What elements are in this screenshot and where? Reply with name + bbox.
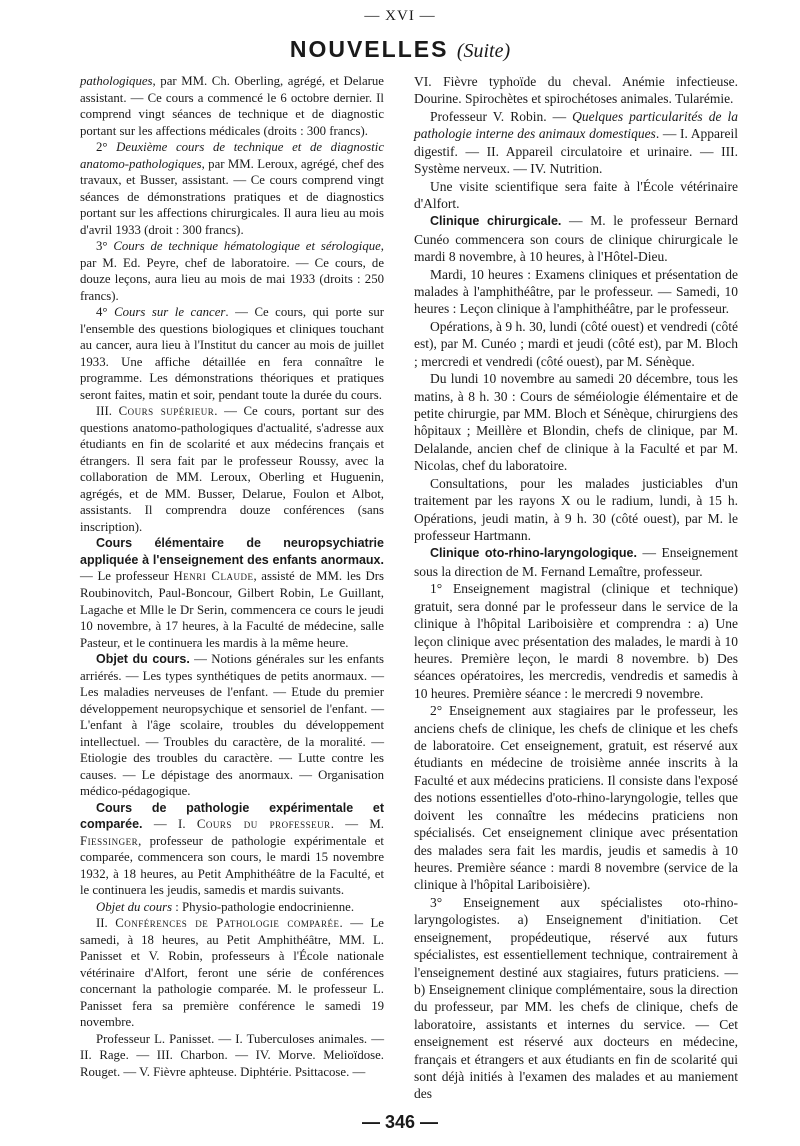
paragraph xyxy=(414,544,738,580)
section-title-main: NOUVELLES xyxy=(289,36,449,62)
paragraph-text: , par M. Ed. Peyre, chef de laboratoire. — Ce cours, de douze leçons, aura lieu au mois de mai 1933 (droits : 250 francs). xyxy=(80,239,384,303)
paragraph xyxy=(80,304,384,403)
paragraph xyxy=(414,894,738,1103)
paragraph xyxy=(414,266,738,318)
paragraph-text: 3° xyxy=(96,239,114,254)
paragraph xyxy=(414,73,738,108)
right-column xyxy=(414,73,738,1103)
paragraph-text: Une visite scientifique sera faite à l'École vétérinaire d'Alfort. xyxy=(414,178,738,211)
paragraph xyxy=(80,899,384,916)
paragraph-text: . — M. xyxy=(330,817,384,832)
paragraph xyxy=(80,73,384,139)
paragraph xyxy=(414,702,738,894)
paragraph-text: pathologiques xyxy=(80,74,153,88)
paragraph xyxy=(80,139,384,238)
paragraph-text: Objet du cours xyxy=(96,899,173,914)
paragraph-text: II. xyxy=(96,916,116,931)
left-column xyxy=(80,73,384,1080)
paragraph-text: , par MM. Ch. Oberling, agrégé, et Delarue assistant. — Ce cours a commencé le 6 octobre dernier. Il comprend vingt séances de technique et de diagnostic portant sur les affections médicales (droits : 300 francs). xyxy=(80,74,384,138)
paragraph-text: . — I. Appareil digestif. — II. Appareil circulatoire et urinaire. — III. Système nerveux. — IV. Nutrition. xyxy=(414,126,738,177)
paragraph-text: Quelques particularités de la pathologie interne des animaux domestiques xyxy=(414,108,738,142)
paragraph-text: . — Ce cours, qui porte sur l'ensemble des questions biologiques et cliniques touchant au cancer, aura lieu à l'Institut du cancer au mois de juillet 1933. Une affiche détaillée en fera connaître le programme. Les démonstrations théoriques et pratiques seront faites, matin et soir, pendant toute la durée du cours. xyxy=(80,305,384,402)
paragraph-text: — Le professeur xyxy=(80,569,174,584)
page-number: — 346 — xyxy=(361,1112,439,1132)
paragraph xyxy=(80,1031,384,1081)
paragraph-text: Mardi, 10 heures : Examens cliniques et présentation de malades à l'amphithéâtre, par le professeur. — Samedi, 10 heures : Leçon clinique à l'amphithéâtre, par le professeur. xyxy=(414,266,738,317)
paragraph-text: Cours supérieur xyxy=(118,404,215,419)
paragraph-text: Deuxième cours de technique et de diagnostic anatomo-pathologiques xyxy=(80,140,384,171)
paragraph-text: Cours sur le cancer xyxy=(114,305,226,320)
paragraph-heading: Cours de pathologie expérimentale et comparée. xyxy=(80,800,384,832)
paragraph-text: Professeur V. Robin. — xyxy=(430,108,573,124)
paragraph-text: Du lundi 10 novembre au samedi 20 décembre, tous les matins, à 8 h. 30 : Cours de séméiologie élémentaire et de petite chirurgie, par MM. Bloch et Sénèque, chirurgiens des hôpitaux ; Meillère et Blondin, chefs de clinique, par M. Delalande, ancien chef de clinique à la Faculté et par M. Nicolas, chef du laboratoire. xyxy=(414,371,738,474)
paragraph-heading: Objet du cours. xyxy=(96,652,190,667)
paragraph-text: 2° Enseignement aux stagiaires par le professeur, les anciens chefs de clinique, les chefs de clinique et les chefs de laboratoire. Cet enseignement, gratuit, est réservé aux étudiants en médecine de troisième année inscrits à la Faculté et aux médecins praticiens. Il consiste dans l'exposé des notions essentielles d'oto-rhino-laryngologie, telles que doivent les connaître les médecins praticiens non spécialisés. Cet enseignement clinique avec présentation des malades sera fait les mardis, jeudis et samedis à 10 heures. Première séance : mardi 8 novembre (service de la clinique à l'hôpital Lariboisière). xyxy=(414,703,738,893)
paragraph-text: : Physio-pathologie endocrinienne. xyxy=(172,899,355,914)
roman-page-number: — XVI — xyxy=(364,8,436,24)
paragraph-text: Opérations, à 9 h. 30, lundi (côté ouest) et vendredi (côté est), par M. Cunéo ; mardi et jeudi (côté est), par M. Bloch ; mercredi et vendredi (côté ouest), par M. Sénèque. xyxy=(414,318,738,369)
paragraph-text: III. xyxy=(96,404,119,419)
paragraph-text: Conférences de Pathologie comparée xyxy=(115,916,340,931)
paragraph xyxy=(80,403,384,535)
paragraph xyxy=(80,915,384,1031)
paragraph xyxy=(414,475,738,545)
paragraph-text: Consultations, pour les malades justiciables d'un traitement par les rayons X ou le radium, lundi, à 15 h. Opérations, jeudi matin, à 9 h. 30 (côté ouest), par M. le professeur Hartmann. xyxy=(414,475,738,543)
paragraph xyxy=(414,108,738,178)
paragraph xyxy=(414,580,738,702)
paragraph-text: 4° xyxy=(96,305,115,320)
paragraph xyxy=(414,212,738,265)
paragraph xyxy=(80,535,384,651)
paragraph-text: VI. Fièvre typhoïde du cheval. Anémie infectieuse. Dourine. Spirochètes et spirochétoses animales. Tularémie. xyxy=(414,74,738,107)
paragraph-heading: Cours élémentaire de neuropsychiatrie appliquée à l'enseignement des enfants anormaux. xyxy=(80,536,384,567)
paragraph-text: 1° Enseignement magistral (clinique et technique) gratuit, sera donné par le professeur dans le service de la clinique à l'hôpital Lariboisière et comprendra : a) Une leçon clinique avec présentation des malades, le mardi à 10 heures. Première leçon, le mardi 8 novembre. b) Des séances opératoires, les mercredis, vendredis et samedis à 10 heures. Première séance : le mercredi 9 novembre. xyxy=(414,581,738,701)
section-title xyxy=(0,36,800,63)
paragraph-text: . — Ce cours, portant sur des questions anatomo-pathologiques d'actualité, s'adresse aux étudiants en fin de scolarité et aux médecins français et étrangers. Il sera fait par le professeur Roussy, avec la collaboration de MM. Leroux, Oberling et Huguenin, agrégés, et de MM. Busser, Delarue, Foulon et Albot, assistants. Il comprendra douze conférences (sans inscription). xyxy=(80,404,384,534)
paragraph-text: Fiessinger xyxy=(80,833,139,848)
paragraph xyxy=(414,178,738,213)
paragraph xyxy=(414,370,738,475)
paragraph xyxy=(80,651,384,800)
paragraph-text: Professeur L. Panisset. — I. Tuberculoses animales. — II. Rage. — III. Charbon. — IV. Morve. Melioïdose. Rouget. — V. Fièvre aphteuse. Diphtérie. Psittacose. — xyxy=(80,1031,384,1079)
paragraph-text: 3° Enseignement aux spécialistes oto-rhino-laryngologistes. a) Enseignement d'initiation. Cet enseignement, propédeutique, réservé aux futurs spécialistes, est essentiellement technique, contrairement à l'enseignement destiné aux stagiaires, futurs praticiens. — b) Enseignement clinique complémentaire, sous la direction du professeur, par MM. les chefs de clinique, chefs de laboratoire, assistants et internes du service. — Cet enseignement est réservé aux docteurs en médecine, français et étrangers et aux étudiants en fin de scolarité qui sont déjà initiés à l'examen des malades et au maniement des xyxy=(414,894,738,1102)
paragraph-text: Henri Claude xyxy=(173,569,254,584)
paragraph-text: 2° xyxy=(96,140,117,155)
paragraph-text: Cours du professeur xyxy=(196,817,331,832)
paragraph-text: — Notions générales sur les enfants arriérés. — Les types synthétiques de petits anormaux. — Les maladies nerveuses de l'enfant. — Etude du premier développement neuropsychique et sensoriel de l'enfant. — L'enfant à l'âge scolaire, troubles du développement intellectuel. — Troubles du caractère, de la moralité. — Etiologie des troubles du caractère. — Lutte contre les causes. — Le dépistage des anormaux. — Organisation médico-pédagogique. xyxy=(80,652,384,799)
section-title-suffix: (Suite) xyxy=(456,40,511,62)
paragraph xyxy=(80,800,384,899)
paragraph xyxy=(414,318,738,370)
paragraph-text: , professeur de pathologie expérimentale et comparée, commencera son cours, le mardi 15 novembre 1932, à 18 heures, au Petit Amphithéâtre de la Faculté, et le continuera les jeudis, samedis et mardis suivants. xyxy=(80,833,384,898)
paragraph-heading: Clinique chirurgicale. xyxy=(430,214,562,229)
paragraph-text: , assisté de MM. les Drs Roubinovitch, Paul-Boncour, Gilbert Robin, Le Guillant, Lagache et Mlle le Dr Serin, commencera ce cours le jeudi 10 novembre, à 17 heures, à la Faculté de médecine, salle Pasteur, et le continuera les mardis à la même heure. xyxy=(80,569,385,650)
paragraph xyxy=(80,238,384,304)
paragraph-text: — Enseignement sous la direction de M. Fernand Lemaître, professeur. xyxy=(414,545,738,579)
paragraph-text: . — Le samedi, à 18 heures, au Petit Amphithéâtre, MM. L. Panisset et V. Robin, professeurs à l'École nationale vétérinaire d'Alfort, feront une série de conférences concernant la pathologie comparée. M. le professeur L. Panisset fera sa première conférence le samedi 19 novembre. xyxy=(80,916,384,1030)
paragraph-text: Cours de technique hématologique et sérologique xyxy=(113,239,381,254)
paragraph-text: — M. le professeur Bernard Cunéo commencera son cours de clinique chirurgicale le mardi 8 novembre, à 10 heures, à l'Hôtel-Dieu. xyxy=(414,213,738,265)
paragraph-text: , par MM. Leroux, agrégé, chef des travaux, et Busser, assistant. — Ce cours comprend vingt séances de démonstrations pratiques et de diagnostics portant sur les affections chirurgicales. Il aura lieu au mois d'avril 1933 (droit : 300 francs). xyxy=(80,156,384,237)
paragraph-heading: Clinique oto-rhino-laryngologique. xyxy=(430,546,637,561)
paragraph-text: — I. xyxy=(142,817,197,832)
